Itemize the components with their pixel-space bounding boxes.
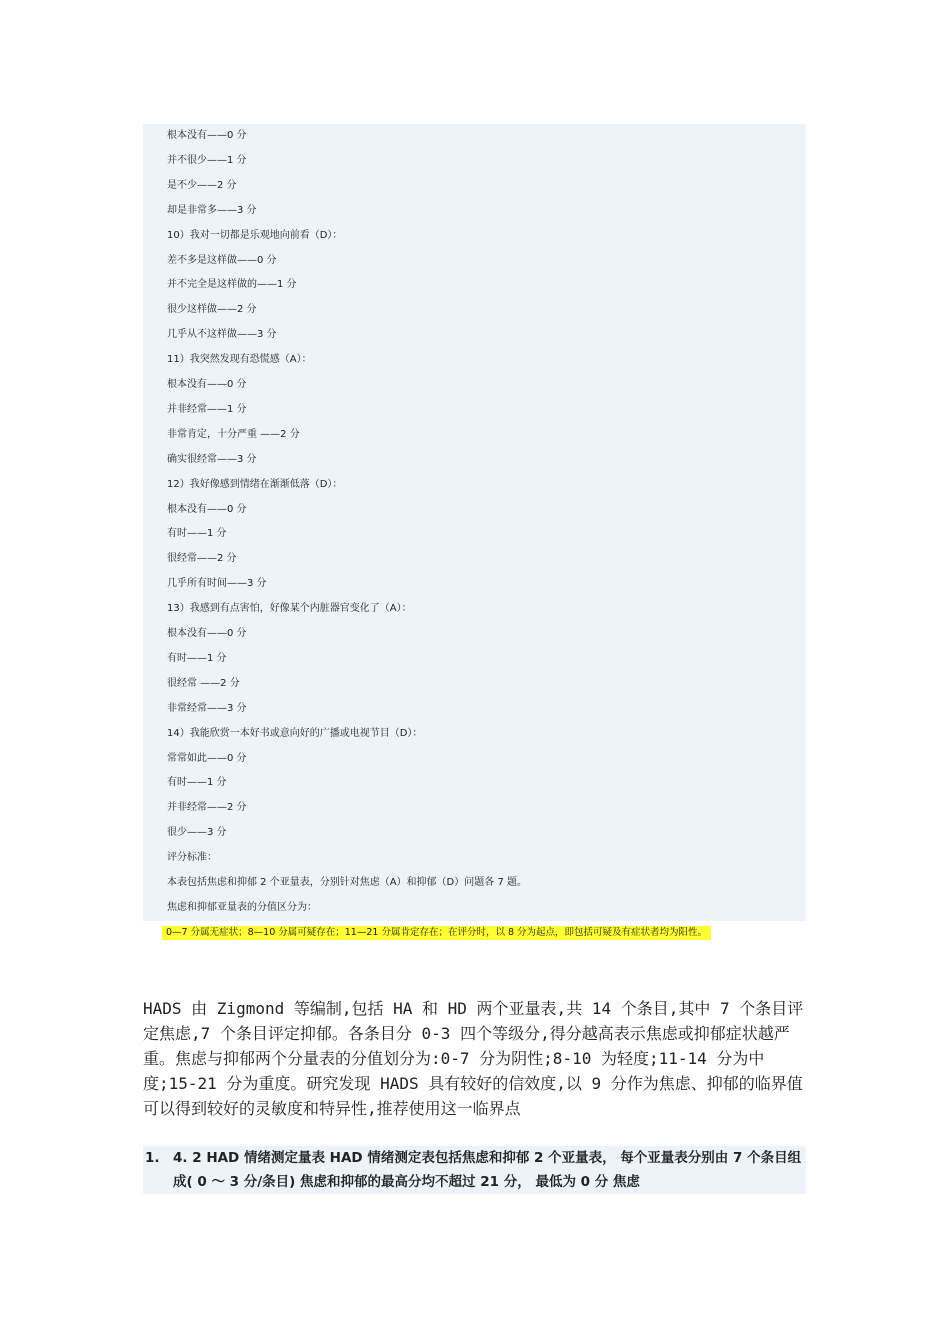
score-option-line: 14）我能欣赏一本好书或意向好的广播或电视节目（D）：	[167, 727, 423, 739]
score-option-line: 根本没有——0 分	[167, 503, 247, 515]
score-option-line: 常常如此——0 分	[167, 752, 247, 764]
score-option-line: 有时——1 分	[167, 652, 227, 664]
score-option-line: 非常肯定，十分严重 ——2 分	[167, 428, 300, 440]
score-option-line: 很经常 ——2 分	[167, 677, 240, 689]
score-option-line: 有时——1 分	[167, 777, 227, 789]
highlighted-score-criteria: 0—7 分属无症状；8—10 分属可疑存在；11—21 分属肯定存在；在评分时，以 8 分为起点，即包括可疑及有症状者均为阳性。	[162, 926, 711, 940]
score-option-line: 差不多是这样做——0 分	[167, 254, 277, 266]
score-option-line: 评分标准：	[167, 852, 217, 864]
list-item-text: 4. 2 HAD 情绪测定量表 HAD 情绪测定表包括焦虑和抑郁 2 个亚量表， 每个亚量表分别由 7 个条目组成( 0 ～ 3 分/条目) 焦虑和抑郁的最高分均不超过 21 分， 最低为 0 分 焦虑	[173, 1150, 802, 1190]
score-option-line: 几乎从不这样做——3 分	[167, 329, 277, 341]
score-option-line: 11）我突然发现有恐慌感（A）：	[167, 354, 312, 366]
score-option-line: 很少这样做——2 分	[167, 304, 257, 316]
score-option-line: 几乎所有时间——3 分	[167, 578, 267, 590]
score-option-line: 很经常——2 分	[167, 553, 237, 565]
score-option-line: 10）我对一切都是乐观地向前看（D）：	[167, 229, 343, 241]
score-option-line: 却是非常多——3 分	[167, 204, 257, 216]
score-option-line: 根本没有——0 分	[167, 379, 247, 390]
score-option-line: 非常经常——3 分	[167, 702, 247, 714]
score-option-line: 并不很少——1 分	[167, 154, 247, 166]
numbered-list-item	[143, 1146, 806, 1194]
score-option-line: 并非经常——2 分	[167, 802, 247, 814]
score-option-line: 确实很经常——3 分	[167, 453, 257, 465]
score-option-line: 根本没有——0 分	[167, 130, 247, 141]
score-option-line: 13）我感到有点害怕，好像某个内脏器官变化了（A）：	[167, 603, 412, 615]
hads-description-paragraph: HADS 由 Zigmond 等编制,包括 HA 和 HD 两个亚量表,共 14 个条目,其中 7 个条目评定焦虑,7 个条目评定抑郁。各条目分 0-3 四个等级分,得分越高表示焦虑或抑郁症状越严重。焦虑与抑郁两个分量表的分值划分为:0-7 分为阴性;8-10 为轻度;11-14 分为中度;15-21 分为重度。研究发现 HADS 具有较好的信效度,以 9 分作为焦虑、抑郁的临界值可以得到较好的灵敏度和特异性,推荐使用这一临界点	[143, 999, 804, 1118]
score-option-line: 焦虑和抑郁亚量表的分值区分为：	[167, 901, 317, 913]
score-option-line: 本表包括焦虑和抑郁 2 个亚量表，分别针对焦虑（A）和抑郁（D）问题各 7 题。	[167, 877, 527, 888]
score-option-line: 12）我好像感到情绪在渐渐低落（D）：	[167, 478, 343, 490]
score-option-line: 有时——1 分	[167, 528, 227, 540]
score-option-line: 并不完全是这样做的——1 分	[167, 279, 297, 291]
score-option-line: 是不少——2 分	[167, 179, 237, 191]
score-option-line: 根本没有——0 分	[167, 628, 247, 639]
score-option-line: 很少——3 分	[167, 827, 227, 839]
score-option-line: 并非经常——1 分	[167, 403, 247, 415]
list-item-number: 1.	[145, 1150, 160, 1166]
